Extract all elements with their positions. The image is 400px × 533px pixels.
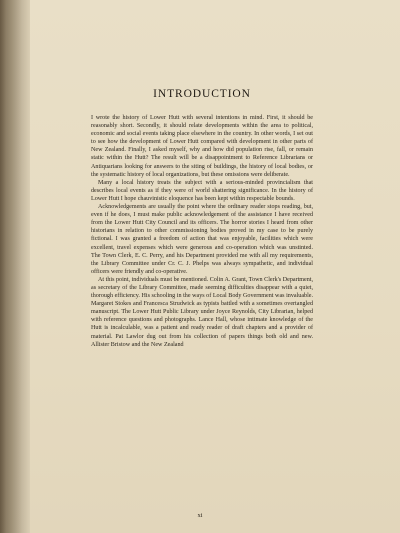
paragraph-1: I wrote the history of Lower Hutt with several intentions in mind. First, it should be reasonably short. Secondly, it should relate developments within the area to political, economic and social events taking place elsewhere in the country. In other words, I set out to see how the development of Lower Hutt compared with development in other parts of New Zealand. Finally, I asked myself, why and how did population rise, fall, or remain static within the Hutt? The result will be a disappointment to Reference Librarians or Antiquarians looking for answers to the siting of buildings, the history of local bodies, or the systematic history of local organizations, but these omissions were deliberate. xyxy=(91,115,313,178)
gutter-shadow xyxy=(0,0,30,533)
paragraph-2: Many a local history treats the subject with a serious-minded provincialism that describes local events as if they were of world shattering significance. In the history of Lower Hutt I hope chauvinistic eloquence has been kept within respectable bounds. xyxy=(91,179,313,202)
page-title: INTRODUCTION xyxy=(153,88,251,100)
paragraph-3: Acknowledgements are usually the point where the ordinary reader stops reading, but, even if he does, I must make public acknowledgement of the assistance I have received from the Lower Hutt City Council and its officers. The horror stories I heard from other historians in relation to other commissioning bodies proved in my case to be purely fictional. I was granted a freedom of action that was enjoyable, facilities which were excellent, travel expenses which were generous and co-operation which was unstinted. The Town Clerk, E. C. Perry, and his Department provided me with all my requirements, the Library Committee under Cr. C. J. Phelps was always sympathetic, and individual officers were friendly and co-operative. xyxy=(91,204,313,275)
paragraph-4: At this point, individuals must be mentioned. Colin A. Grant, Town Clerk's Department, as secretary of the Library Committee, made seeming difficulties disappear with a quiet, thorough efficiency. His schooling in the ways of Local Body Government was invaluable. Margaret Stokes and Francesca Strudwick as typists battled with a sometimes overtangled manuscript. The Lower Hutt Public Library under Joyce Reynolds, City Librarian, helped with reference questions and photographs. Lance Hall, whose intimate knowledge of the Hutt is incalculable, was a patient and ready reader of draft chapters and a provider of material. Pat Lawlor dug out from his collection of papers things both old and new. Allister Bristow and the New Zealand xyxy=(91,276,313,348)
page-number: xi xyxy=(197,512,203,519)
page-text-block xyxy=(91,88,313,349)
